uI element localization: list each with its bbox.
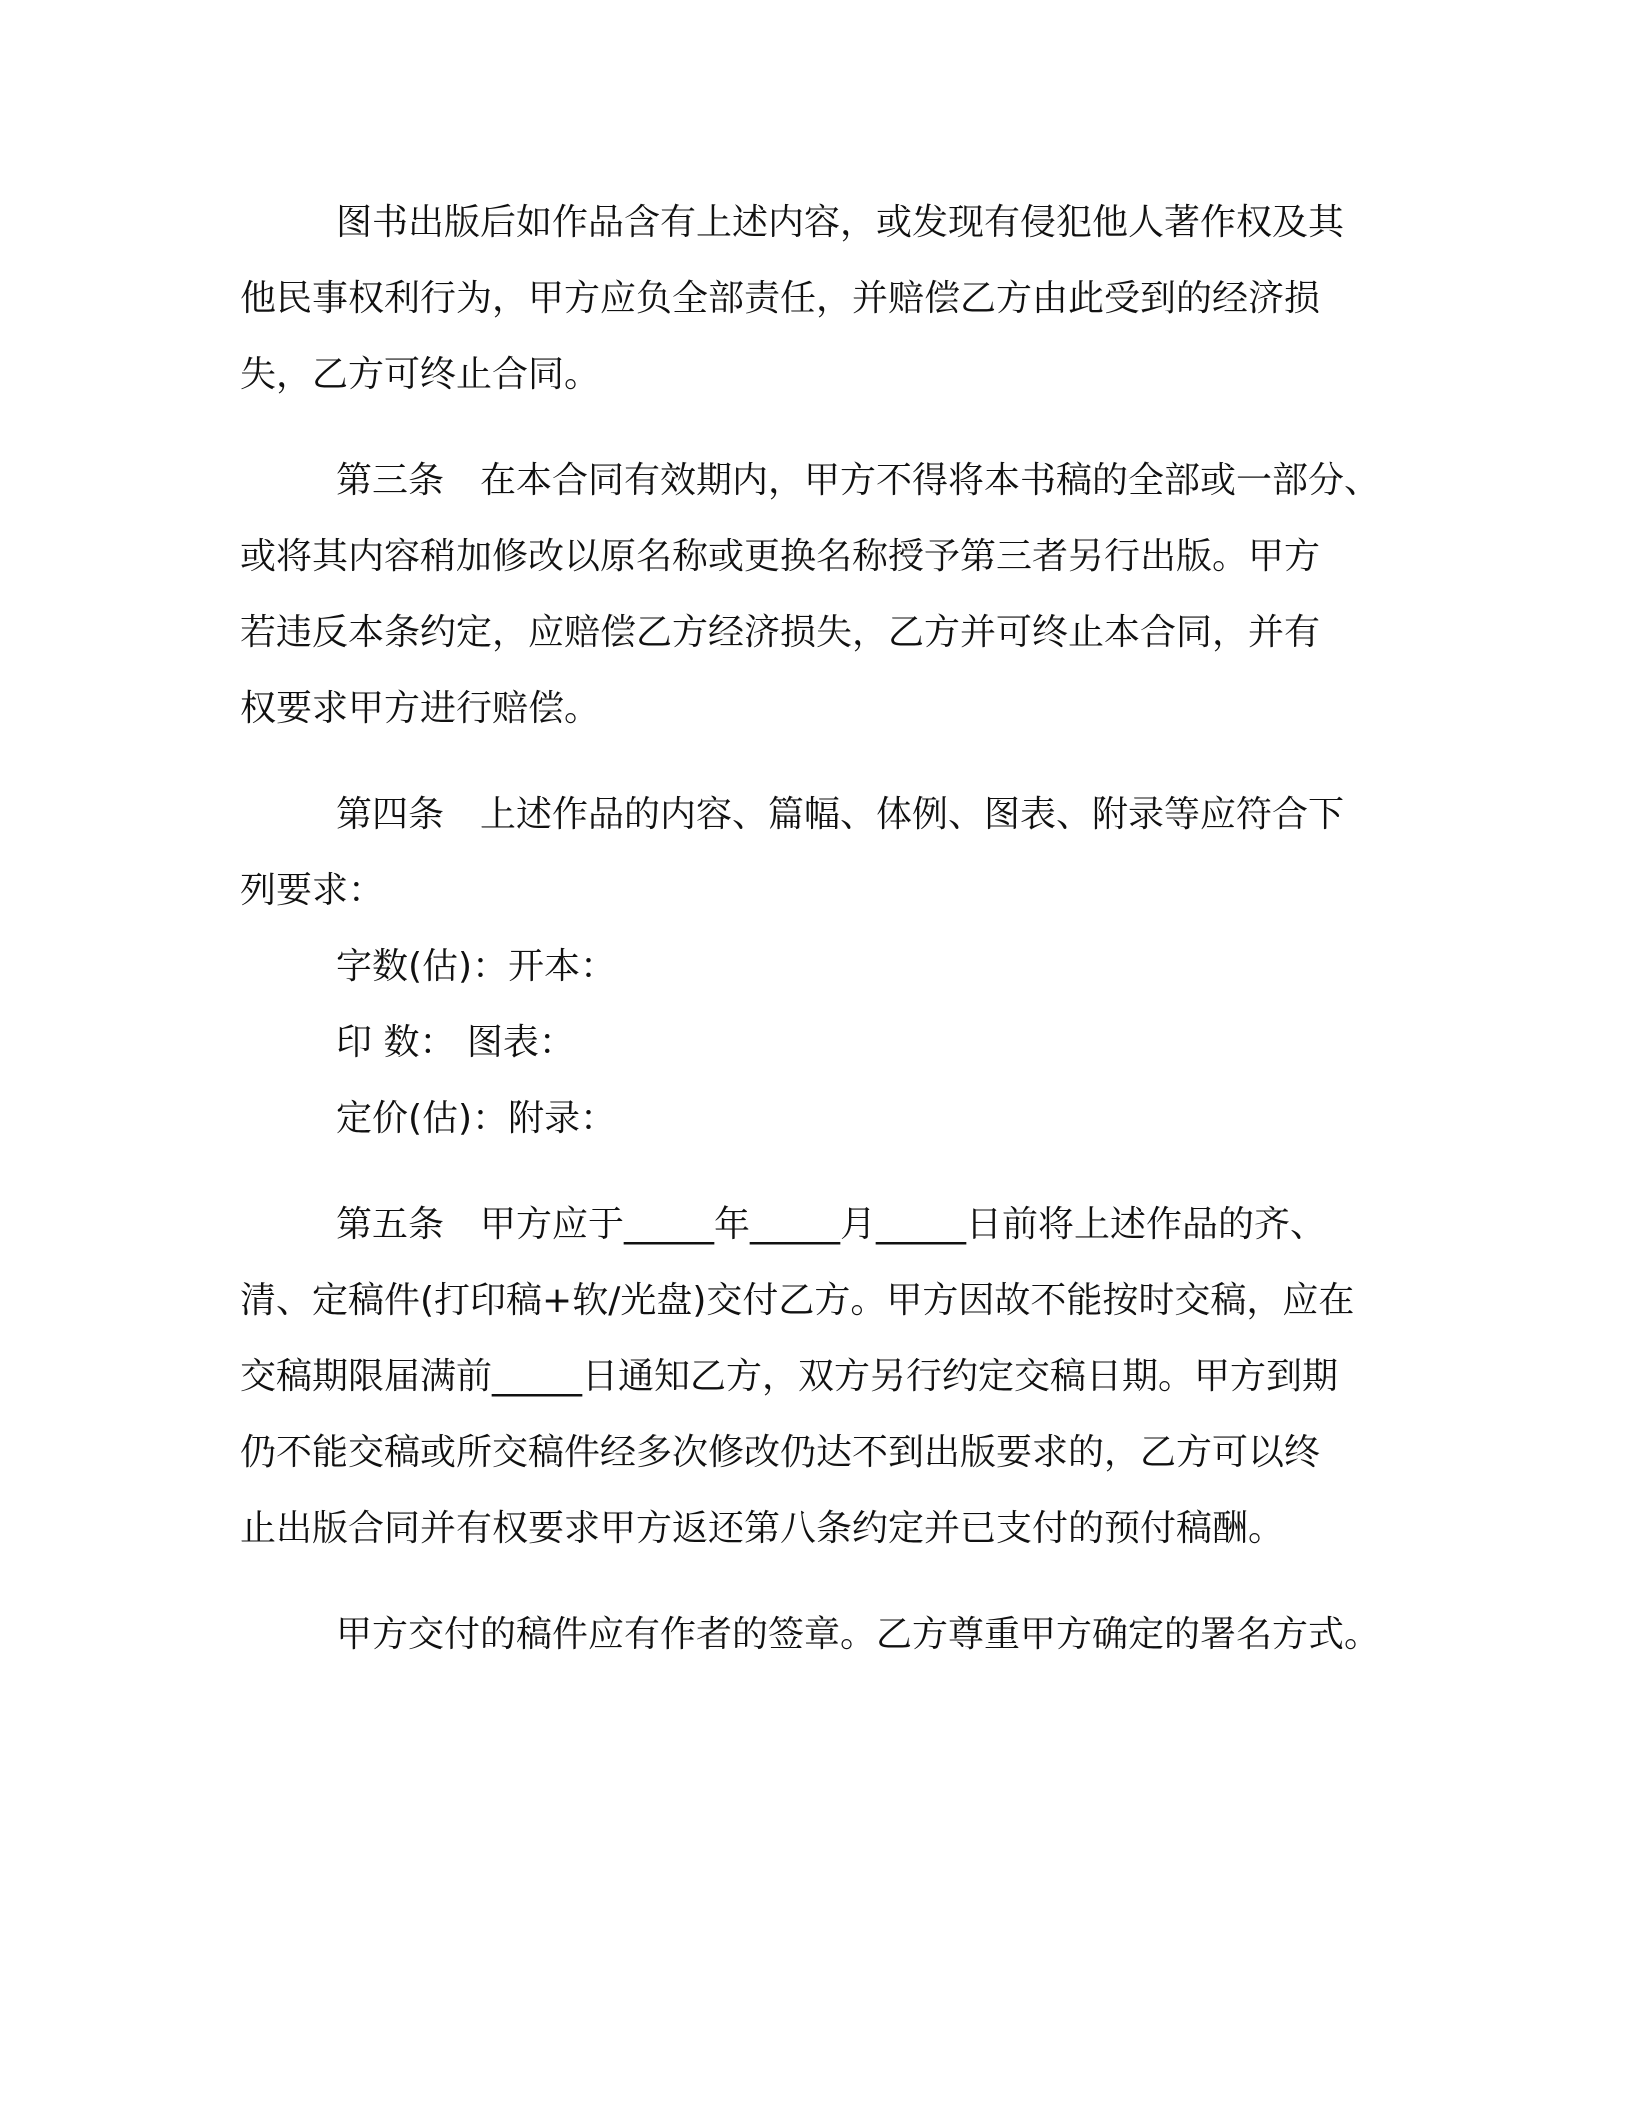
text-line: 交稿期限届满前_____日通知乙方，双方另行约定交稿日期。甲方到期 [240,1356,1339,1397]
text-line: 列要求： [240,870,385,911]
text-line: 仍不能交稿或所交稿件经多次修改仍达不到出版要求的，乙方可以终 [240,1432,1321,1473]
text-line: 图书出版后如作品含有上述内容，或发现有侵犯他人著作权及其 [336,202,1345,243]
paragraph-infringement-liability [240,185,1390,413]
text-line: 若违反本条约定，应赔偿乙方经济损失，乙方并可终止本合同，并有 [240,612,1321,653]
paragraph-signature-requirement [240,1597,1390,1673]
text-line: 他民事权利行为，甲方应负全部责任，并赔偿乙方由此受到的经济损 [240,278,1321,319]
paragraph-article-5 [240,1187,1390,1567]
field-price-appendix: 定价(估)：附录： [336,1098,617,1139]
field-word-count-format: 字数(估)：开本： [336,946,617,987]
text-line: 甲方交付的稿件应有作者的签章。乙方尊重甲方确定的署名方式。 [336,1614,1381,1655]
text-line: 第四条 上述作品的内容、篇幅、体例、图表、附录等应符合下 [336,794,1345,835]
text-line: 失，乙方可终止合同。 [240,354,601,395]
field-print-run-charts: 印 数： 图表： [336,1022,575,1063]
text-line: 止出版合同并有权要求甲方返还第八条约定并已支付的预付稿酬。 [240,1508,1285,1549]
text-line: 权要求甲方进行赔偿。 [240,688,601,729]
text-line: 第五条 甲方应于_____年_____月_____日前将上述作品的齐、 [336,1204,1327,1245]
text-line: 清、定稿件(打印稿+软/光盘)交付乙方。甲方因故不能按时交稿，应在 [240,1280,1355,1321]
paragraph-article-3 [240,443,1390,747]
text-line: 或将其内容稍加修改以原名称或更换名称授予第三者另行出版。甲方 [240,536,1321,577]
document-body [240,185,1390,1673]
text-line: 第三条 在本合同有效期内，甲方不得将本书稿的全部或一部分、 [336,460,1381,501]
paragraph-article-4 [240,777,1390,929]
